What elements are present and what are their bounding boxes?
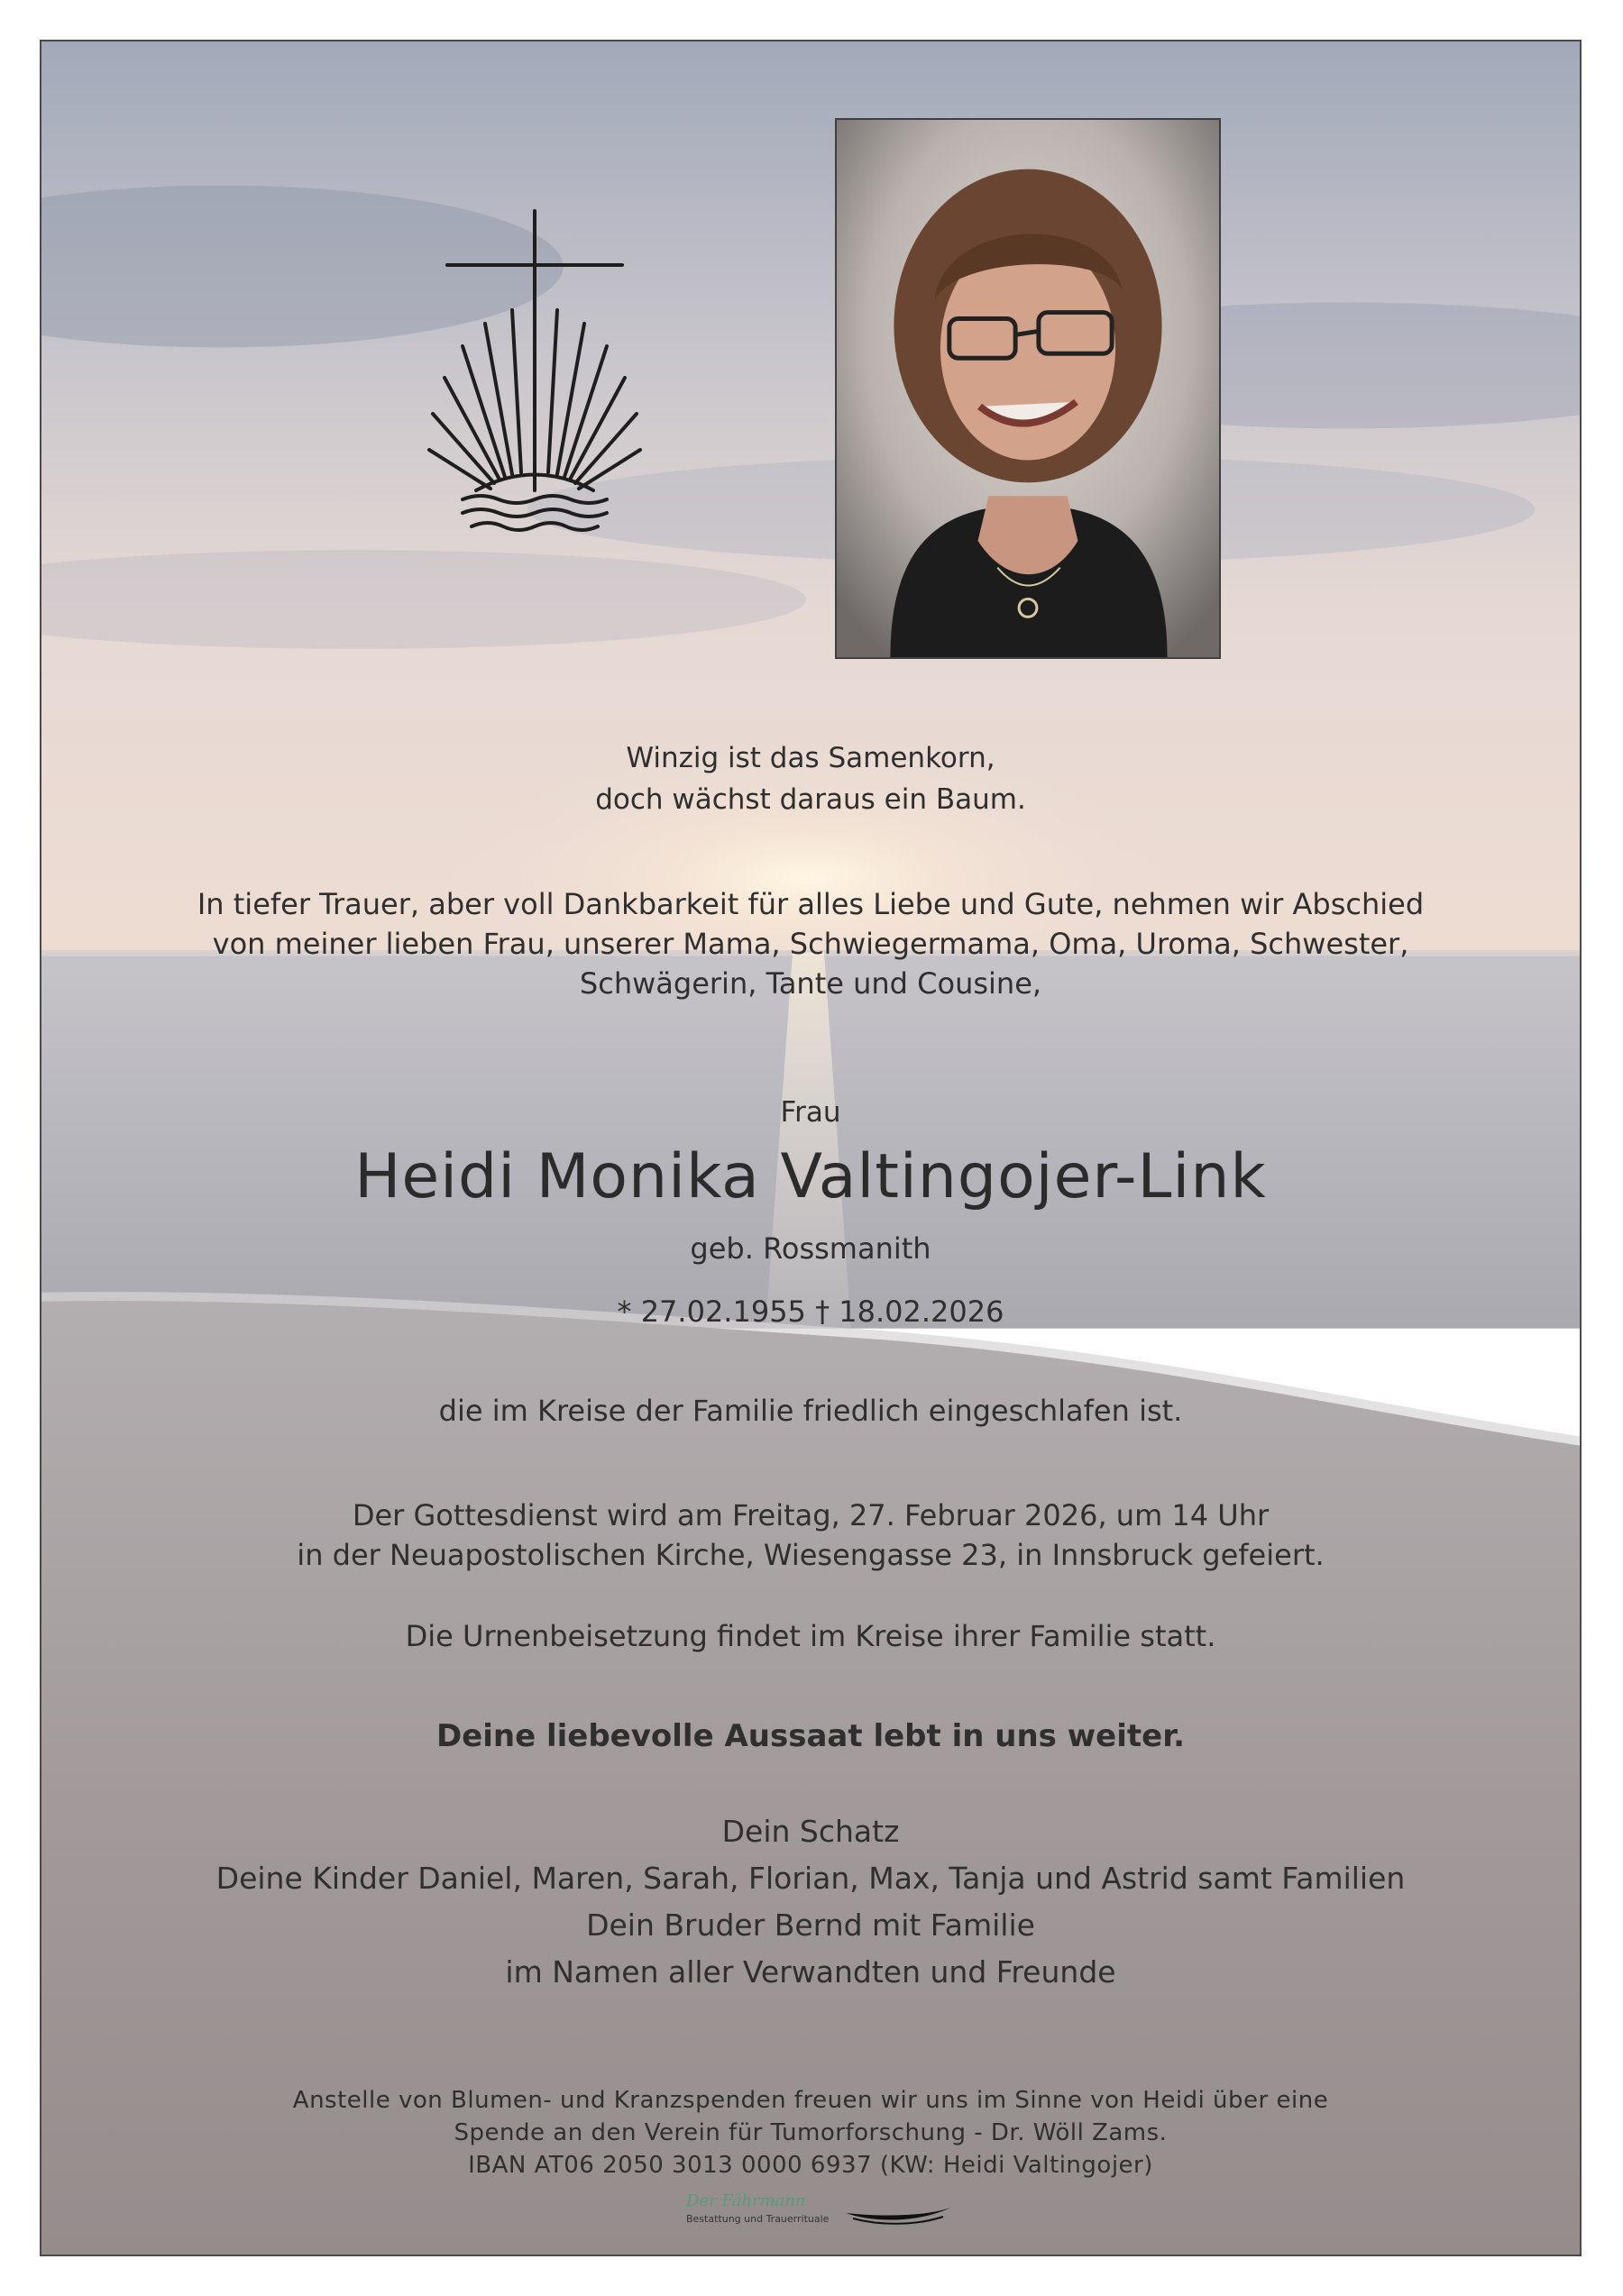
portrait-photo xyxy=(835,118,1221,659)
service-line-2: in der Neuapostolischen Kirche, Wiesengasse 23, in Innsbruck gefeiert. xyxy=(297,1538,1325,1572)
logo-name: Der Fährmann xyxy=(686,2191,806,2210)
intro-line-3: Schwägerin, Tante und Cousine, xyxy=(579,966,1042,1001)
donation-line-2: Spende an den Verein für Tumorforschung - Dr. Wöll Zams. xyxy=(454,2119,1168,2146)
life-dates: * 27.02.1955 † 18.02.2026 xyxy=(617,1294,1004,1329)
maiden-name: geb. Rossmanith xyxy=(690,1231,931,1266)
cross-sunrise-icon xyxy=(422,202,647,581)
logo-tagline: Bestattung und Trauerrituale xyxy=(686,2213,830,2225)
deceased-title: Frau xyxy=(780,1096,841,1129)
boat-icon xyxy=(844,2200,952,2227)
mourner-line: Dein Bruder Bernd mit Familie xyxy=(586,1907,1035,1943)
service-line-1: Der Gottesdienst wird am Freitag, 27. Februar 2026, um 14 Uhr xyxy=(352,1498,1270,1532)
mourner-line: Dein Schatz xyxy=(721,1814,900,1849)
verse-line-1: Winzig ist das Samenkorn, xyxy=(626,742,995,774)
verse-line-2: doch wächst daraus ein Baum. xyxy=(595,783,1026,816)
donation-line-3: IBAN AT06 2050 3013 0000 6937 (KW: Heidi Valtingojer) xyxy=(468,2152,1153,2179)
burial-note: Die Urnenbeisetzung findet im Kreise ihrer Familie statt. xyxy=(405,1619,1216,1653)
deceased-name: Heidi Monika Valtingojer-Link xyxy=(354,1141,1267,1212)
funeral-home-logo xyxy=(686,2191,957,2237)
intro-line-1: In tiefer Trauer, aber voll Dankbarkeit für alles Liebe und Gute, nehmen wir Abschied xyxy=(197,887,1425,921)
mourner-line: im Namen aller Verwandten und Freunde xyxy=(505,1954,1116,1990)
passing-statement: die im Kreise der Familie friedlich eingeschlafen ist. xyxy=(438,1394,1183,1428)
obituary-card xyxy=(40,40,1582,2256)
motto: Deine liebevolle Aussaat lebt in uns weiter. xyxy=(436,1718,1186,1754)
donation-line-1: Anstelle von Blumen- und Kranzspenden freuen wir uns im Sinne von Heidi über eine xyxy=(292,2087,1329,2114)
mourner-line: Deine Kinder Daniel, Maren, Sarah, Florian, Max, Tanja und Astrid samt Familien xyxy=(215,1861,1406,1896)
intro-line-2: von meiner lieben Frau, unserer Mama, Schwiegermama, Oma, Uroma, Schwester, xyxy=(212,927,1409,961)
